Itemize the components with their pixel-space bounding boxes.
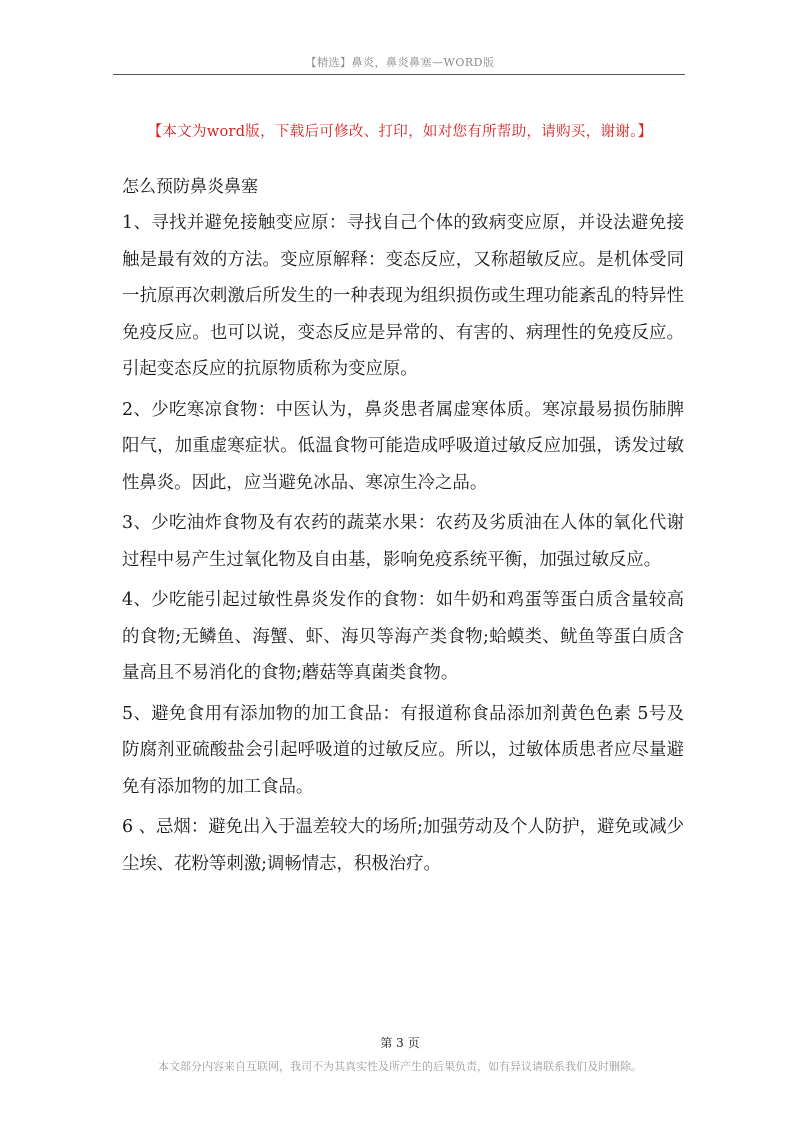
page-header: 【精选】鼻炎，鼻炎鼻塞—WORD版	[305, 56, 495, 69]
header-divider	[113, 74, 685, 75]
footer-disclaimer: 本文部分内容来自互联网，我司不为其真实性及所产生的后果负责，如有异议请联系我们及时删除。	[158, 1060, 642, 1073]
document-body	[122, 205, 684, 886]
paragraph-1: 1、寻找并避免接触变应原：寻找自己个体的致病变应原，并设法避免接触是最有效的方法。变应原解释：变态反应，又称超敏反应。是机体受同一抗原再次刺激后所发生的一种表现为组织损伤或生理功能紊乱的特异性免疫反应。也可以说，变态反应是异常的、有害的、病理性的免疫反应。引起变态反应的抗原物质称为变应原。	[122, 213, 684, 379]
page-number: 第 3 页	[380, 1036, 420, 1050]
paragraph-4: 4、少吃能引起过敏性鼻炎发作的食物：如牛奶和鸡蛋等蛋白质含量较高的食物;无鳞鱼、海蟹、虾、海贝等海产类食物;蛤蟆类、鱿鱼等蛋白质含量高且不易消化的食物;蘑菇等真菌类食物。	[122, 590, 684, 683]
paragraph-5: 5、避免食用有添加物的加工食品：有报道称食品添加剂黄色色素 5号及防腐剂亚硫酸盐会引起呼吸道的过敏反应。所以，过敏体质患者应尽量避免有添加物的加工食品。	[122, 703, 684, 797]
paragraph-3: 3、少吃油炸食物及有农药的蔬菜水果：农药及劣质油在人体的氧化代谢过程中易产生过氧化物及自由基，影响免疫系统平衡，加强过敏反应。	[122, 513, 684, 570]
download-notice: 【本文为word版，下载后可修改、打印，如对您有所帮助，请购买，谢谢。】	[147, 124, 653, 140]
document-title: 怎么预防鼻炎鼻塞	[122, 177, 258, 197]
paragraph-6: 6 、忌烟：避免出入于温差较大的场所;加强劳动及个人防护，避免或减少尘埃、花粉等刺激;调畅情志，积极治疗。	[122, 817, 684, 874]
paragraph-2: 2、少吃寒凉食物：中医认为，鼻炎患者属虚寒体质。寒凉最易损伤肺脾阳气，加重虚寒症状。低温食物可能造成呼吸道过敏反应加强，诱发过敏性鼻炎。因此，应当避免冰品、寒凉生冷之品。	[122, 399, 684, 493]
